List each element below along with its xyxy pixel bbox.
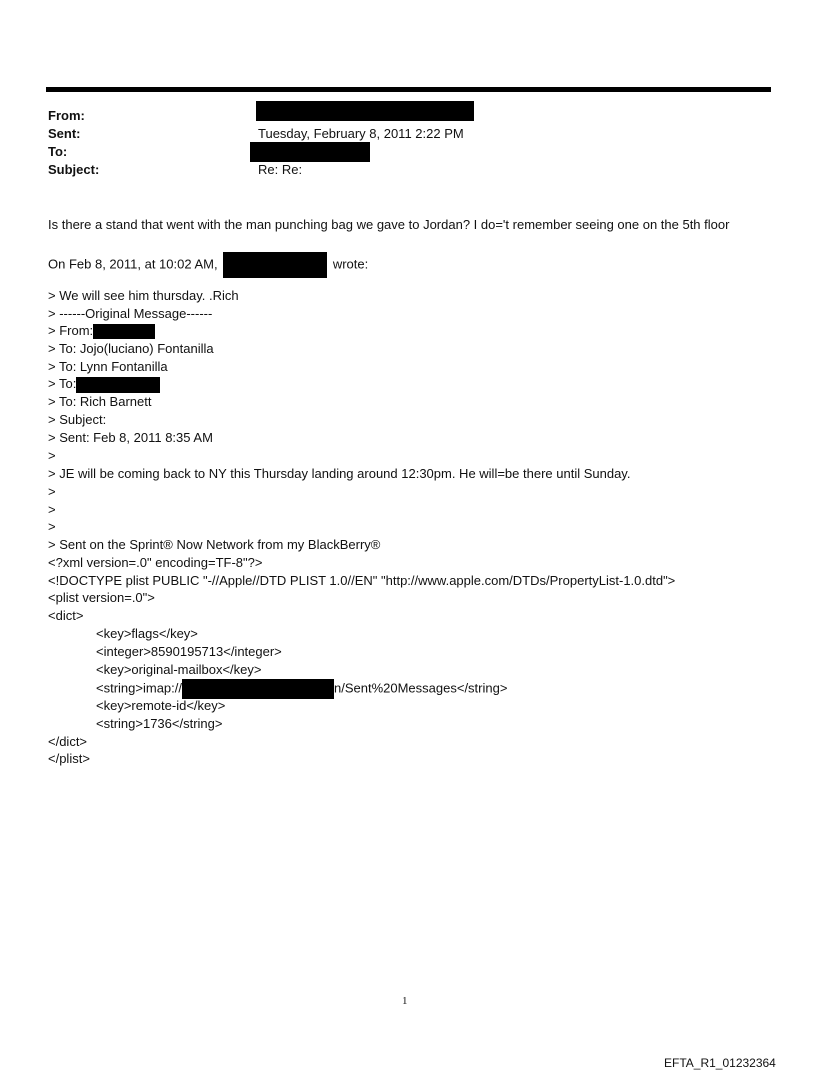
imap-redaction bbox=[182, 679, 334, 699]
plist-line: <key>flags</key> bbox=[96, 626, 198, 641]
quoted-line: > Subject: bbox=[48, 412, 107, 427]
plist-line: <integer>8590195713</integer> bbox=[96, 644, 282, 659]
quoted-to-redaction bbox=[76, 377, 160, 393]
plist-line: <?xml version=.0" encoding=TF-8"?> bbox=[48, 555, 263, 570]
quoted-line: > To: Rich Barnett bbox=[48, 394, 152, 409]
imap-prefix: <string>imap:// bbox=[96, 680, 182, 696]
sender-redaction bbox=[223, 252, 327, 278]
quoted-from-redaction bbox=[93, 324, 155, 339]
quoted-line bbox=[48, 375, 160, 393]
sent-value: Tuesday, February 8, 2011 2:22 PM bbox=[258, 126, 464, 141]
email-header bbox=[48, 107, 748, 187]
quoted-line: > Sent on the Sprint® Now Network from my BlackBerry® bbox=[48, 537, 381, 552]
quoted-line: > bbox=[48, 484, 56, 499]
plist-line: </dict> bbox=[48, 734, 88, 749]
page-number: 1 bbox=[402, 995, 408, 1007]
imap-suffix: n/Sent%20Messages</string> bbox=[334, 680, 508, 696]
on-wrote-suffix: wrote: bbox=[332, 256, 369, 272]
header-rule bbox=[46, 87, 771, 92]
sent-label: Sent: bbox=[48, 126, 81, 141]
on-wrote-prefix: On Feb 8, 2011, at 10:02 AM, bbox=[48, 256, 218, 272]
subject-value: Re: Re: bbox=[258, 162, 303, 177]
quoted-line: > bbox=[48, 448, 56, 463]
plist-line: <key>original-mailbox</key> bbox=[96, 662, 262, 677]
from-label: From: bbox=[48, 108, 85, 123]
quoted-line: > bbox=[48, 502, 56, 517]
plist-line: <plist version=.0"> bbox=[48, 590, 155, 605]
quoted-line: > To: Jojo(luciano) Fontanilla bbox=[48, 341, 214, 356]
bates-number: EFTA_R1_01232364 bbox=[664, 1056, 776, 1070]
plist-line: </plist> bbox=[48, 751, 90, 766]
plist-line: <key>remote-id</key> bbox=[96, 698, 226, 713]
on-wrote-line bbox=[48, 252, 368, 270]
quoted-from-label: > From: bbox=[48, 323, 94, 338]
from-redaction bbox=[256, 101, 474, 121]
quoted-to-label: > To: bbox=[48, 376, 77, 391]
quoted-line: > We will see him thursday. .Rich bbox=[48, 288, 239, 303]
plist-line: <dict> bbox=[48, 608, 84, 623]
quoted-line bbox=[48, 322, 155, 340]
to-label: To: bbox=[48, 144, 68, 159]
subject-label: Subject: bbox=[48, 162, 100, 177]
intro-line: Is there a stand that went with the man punching bag we gave to Jordan? I do='t remember seeing one on the 5th floor bbox=[48, 217, 730, 232]
quoted-line: > JE will be coming back to NY this Thursday landing around 12:30pm. He will=be there until Sunday. bbox=[48, 466, 631, 481]
plist-line bbox=[96, 679, 507, 697]
quoted-line: > ------Original Message------ bbox=[48, 306, 213, 321]
quoted-line: > Sent: Feb 8, 2011 8:35 AM bbox=[48, 430, 213, 445]
quoted-line: > bbox=[48, 519, 56, 534]
plist-line: <!DOCTYPE plist PUBLIC "-//Apple//DTD PLIST 1.0//EN" "http://www.apple.com/DTDs/PropertyList-1.0.dtd"> bbox=[48, 573, 676, 588]
plist-line: <string>1736</string> bbox=[96, 716, 223, 731]
quoted-line: > To: Lynn Fontanilla bbox=[48, 359, 168, 374]
message-body bbox=[48, 216, 770, 776]
to-redaction bbox=[250, 142, 370, 162]
